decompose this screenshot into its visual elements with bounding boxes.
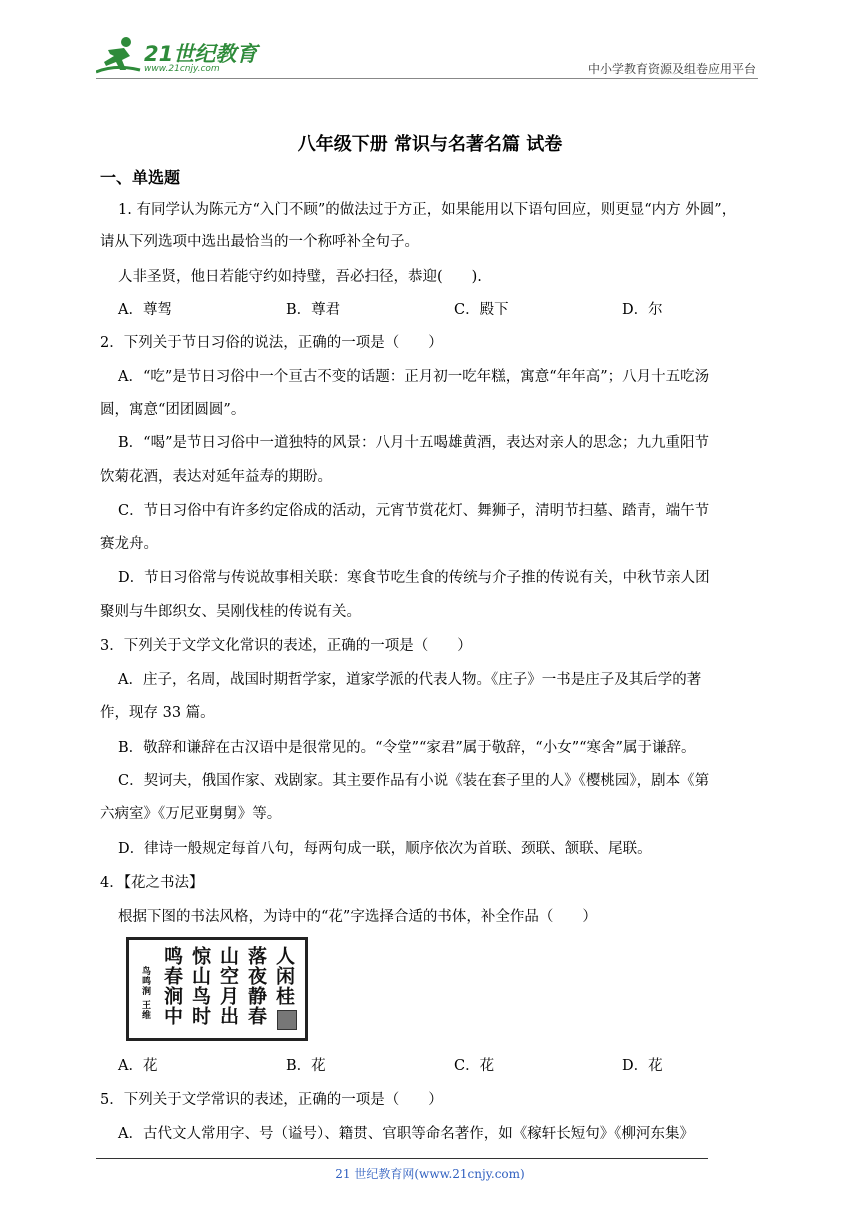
q2-stem: 2．下列关于节日习俗的说法，正确的一项是（ ）	[100, 335, 443, 351]
calligraphy-signature: 鸟鸣涧 王维	[140, 966, 150, 1021]
q3-option-c-line1[interactable]: C．契诃夫，俄国作家、戏剧家。其主要作品有小说《装在套子里的人》《樱桃园》，剧本《第	[118, 773, 710, 789]
q4-option-c[interactable]: C．花	[454, 1058, 495, 1074]
calligraphy-column-1: 人闲桂	[273, 946, 295, 1006]
calligraphy-column-3: 山空月出	[217, 946, 239, 1026]
q3-option-b[interactable]: B．敬辞和谦辞在古汉语中是很常见的。“令堂”“家君”属于敬辞，“小女”“寒舍”属于谦辞。	[118, 740, 696, 756]
q4-prompt: 根据下图的书法风格，为诗中的“花”字选择合适的书体，补全作品（ ）	[118, 909, 597, 925]
q2-option-c-line1[interactable]: C．节日习俗中有许多约定俗成的活动，元宵节赏花灯、舞狮子，清明节扫墓、踏青，端午节	[118, 503, 710, 519]
q3-option-d[interactable]: D．律诗一般规定每首八句，每两句成一联，顺序依次为首联、颈联、颔联、尾联。	[118, 841, 652, 857]
section-heading: 一、单选题	[100, 168, 181, 187]
q1-option-c[interactable]: C．殿下	[454, 302, 509, 318]
q1-option-a[interactable]: A．尊驾	[118, 302, 172, 318]
page-header	[0, 0, 860, 90]
q2-option-c-line2[interactable]: 赛龙舟。	[100, 536, 158, 552]
q3-option-a-line2[interactable]: 作，现存 33 篇。	[100, 705, 215, 721]
calligraphy-column-2: 落夜静春	[245, 946, 267, 1026]
q2-option-d-line1[interactable]: D．节日习俗常与传说故事相关联：寒食节吃生食的传统与介子推的传说有关，中秋节亲人团	[118, 570, 710, 586]
site-logo[interactable]	[96, 36, 266, 78]
calligraphy-column-4: 惊山鸟时	[189, 946, 211, 1026]
footer-divider	[96, 1158, 708, 1159]
q4-option-a[interactable]: A．花	[118, 1058, 158, 1074]
q2-option-b-line2[interactable]: 饮菊花酒，表达对延年益寿的期盼。	[100, 469, 332, 485]
calligraphy-column-5: 鸣春涧中	[161, 946, 183, 1026]
logo-url: www.21cnjy.com	[144, 64, 220, 74]
q3-stem: 3．下列关于文学文化常识的表述，正确的一项是（ ）	[100, 638, 472, 654]
q2-option-a-line1[interactable]: A．“吃”是节日习俗中一个亘古不变的话题：正月初一吃年糕，寓意“年年高”；八月十五吃汤	[118, 369, 710, 385]
calligraphy-image	[126, 937, 308, 1041]
footer-link[interactable]: 21 世纪教育网(www.21cnjy.com)	[335, 1167, 525, 1181]
q5-option-a-line1[interactable]: A．古代文人常用字、号（谥号）、籍贯、官职等命名著作，如《稼轩长短句》《柳河东集》	[118, 1126, 694, 1142]
q1-stem-line2: 请从下列选项中选出最恰当的一个称呼补全句子。	[100, 234, 419, 250]
seal-stamp	[277, 1010, 297, 1030]
q2-option-b-line1[interactable]: B．“喝”是节日习俗中一道独特的风景：八月十五喝雄黄酒，表达对亲人的思念；九九重阳节	[118, 435, 709, 451]
logo-text: 21世纪教育	[144, 42, 258, 66]
q5-stem: 5．下列关于文学常识的表述，正确的一项是（ ）	[100, 1092, 443, 1108]
q4-stem: 4．【花之书法】	[100, 875, 204, 891]
q1-option-d[interactable]: D．尔	[622, 302, 663, 318]
q2-option-d-line2[interactable]: 聚则与牛郎织女、吴刚伐桂的传说有关。	[100, 604, 361, 620]
document-title: 八年级下册 常识与名著名篇 试卷	[297, 134, 563, 155]
q4-option-d[interactable]: D．花	[622, 1058, 663, 1074]
runner-logo-icon	[96, 36, 142, 76]
q4-option-b[interactable]: B．花	[286, 1058, 326, 1074]
q2-option-a-line2[interactable]: 圆，寓意“团团圆圆”。	[100, 402, 246, 418]
q1-option-b[interactable]: B．尊君	[286, 302, 341, 318]
q1-stem-line1: 1. 有同学认为陈元方“入门不顾”的做法过于方正，如果能用以下语句回应，则更显“内方 外圆”，	[118, 202, 737, 218]
platform-tagline: 中小学教育资源及组卷应用平台	[587, 62, 756, 76]
q1-sentence: 人非圣贤，他日若能守约如持璧，吾必扫径，恭迎( ).	[118, 269, 482, 285]
q3-option-c-line2[interactable]: 六病室》《万尼亚舅舅》等。	[100, 806, 282, 822]
q3-option-a-line1[interactable]: A．庄子，名周，战国时期哲学家，道家学派的代表人物。《庄子》一书是庄子及其后学的著	[118, 672, 702, 688]
header-divider	[96, 78, 758, 79]
